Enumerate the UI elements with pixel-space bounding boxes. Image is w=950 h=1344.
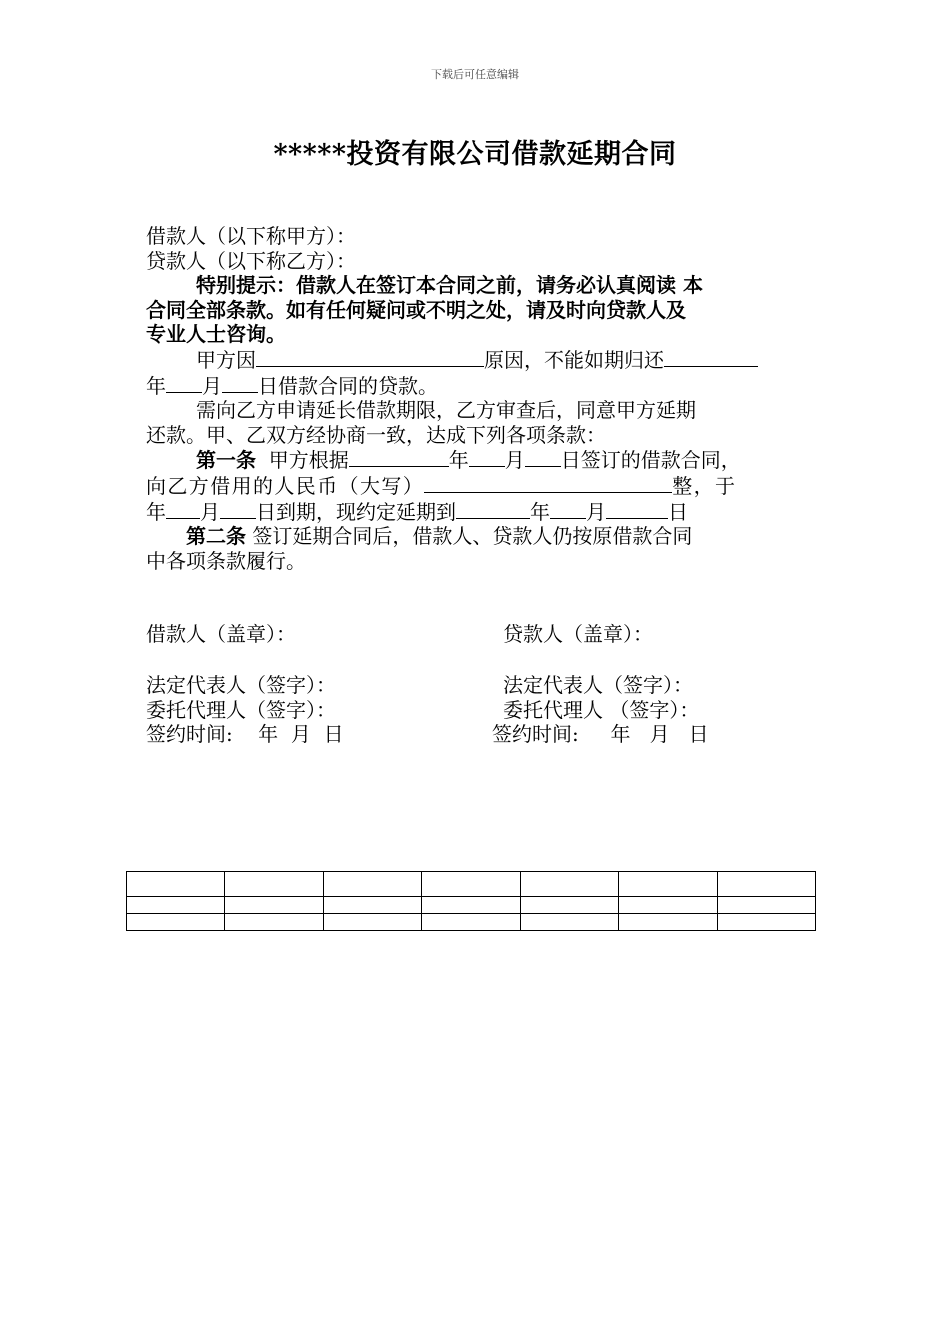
table-cell[interactable] bbox=[127, 914, 225, 931]
table-cell[interactable] bbox=[422, 914, 520, 931]
article1-text-3b: 月 bbox=[200, 499, 220, 524]
extend-day-blank[interactable] bbox=[606, 499, 668, 519]
table-cell[interactable] bbox=[323, 872, 421, 897]
article1-month: 月 bbox=[504, 448, 525, 473]
notice-line-3: 专业人士咨询。 bbox=[146, 322, 286, 347]
reason-line-2 bbox=[146, 373, 806, 399]
table-cell[interactable] bbox=[619, 872, 717, 897]
due-day-blank[interactable] bbox=[220, 499, 256, 519]
table-cell[interactable] bbox=[520, 897, 618, 914]
article1-text-3e: 月 bbox=[586, 499, 606, 524]
request-line-1: 需向乙方申请延长借款期限，乙方审查后，同意甲方延期 bbox=[196, 398, 696, 423]
article2-text-1: 签订延期合同后，借款人、贷款人仍按原借款合同 bbox=[252, 524, 693, 549]
lender-seal-label: 贷款人（盖章）： bbox=[503, 622, 653, 646]
contract-day-blank[interactable] bbox=[525, 447, 561, 467]
reason-text-1: 甲方因 bbox=[196, 347, 256, 372]
contract-month-blank[interactable] bbox=[469, 447, 505, 467]
notice-label: 特别提示： bbox=[196, 273, 296, 298]
table-cell[interactable] bbox=[422, 897, 520, 914]
extend-month-blank[interactable] bbox=[550, 499, 586, 519]
lender-agent-label: 委托代理人 （签字）： bbox=[503, 698, 700, 722]
borrower-line: 借款人（以下称甲方）： bbox=[146, 224, 356, 248]
borrower-rep-label: 法定代表人（签字）： bbox=[146, 673, 336, 697]
lender-rep-label: 法定代表人（签字）： bbox=[503, 673, 693, 697]
article1-line-2 bbox=[146, 473, 806, 499]
table-cell[interactable] bbox=[717, 914, 815, 931]
article1-text-1: 甲方根据 bbox=[268, 448, 349, 473]
table-cell[interactable] bbox=[717, 872, 815, 897]
request-line-2: 还款。甲、乙双方经协商一致，达成下列各项条款： bbox=[146, 422, 606, 447]
table-cell[interactable] bbox=[127, 897, 225, 914]
table-row bbox=[127, 914, 816, 931]
table-cell[interactable] bbox=[127, 872, 225, 897]
table-cell[interactable] bbox=[520, 872, 618, 897]
blank-table bbox=[126, 871, 816, 931]
article1-text-2b: 整，于 bbox=[672, 473, 737, 498]
repay-blank[interactable] bbox=[664, 347, 758, 367]
reason-line-1 bbox=[146, 347, 806, 373]
table-cell[interactable] bbox=[520, 914, 618, 931]
borrower-agent-label: 委托代理人（签字）： bbox=[146, 698, 336, 722]
extend-year-blank[interactable] bbox=[456, 499, 530, 519]
reason-text-2: 原因，不能如期归还 bbox=[484, 347, 664, 372]
article1-line-1 bbox=[146, 447, 806, 473]
table-row bbox=[127, 872, 816, 897]
table-cell[interactable] bbox=[225, 872, 323, 897]
table-cell[interactable] bbox=[717, 897, 815, 914]
article1-label: 第一条 bbox=[196, 448, 256, 473]
article1-text-3f: 日 bbox=[668, 499, 688, 524]
reason-day-tail: 日借款合同的贷款。 bbox=[258, 373, 438, 398]
due-month-blank[interactable] bbox=[166, 499, 200, 519]
borrower-seal-label: 借款人（盖章）： bbox=[146, 622, 296, 646]
article1-tail: 日签订的借款合同， bbox=[560, 448, 741, 473]
article1-line-3 bbox=[146, 499, 806, 525]
table-cell[interactable] bbox=[225, 897, 323, 914]
loan-day-blank[interactable] bbox=[222, 373, 258, 393]
reason-blank[interactable] bbox=[256, 347, 484, 367]
amount-blank[interactable] bbox=[424, 473, 672, 493]
article2-line-2: 中各项条款履行。 bbox=[146, 548, 306, 573]
borrower-date-label: 签约时间: 年 月 日 bbox=[146, 722, 344, 746]
table-cell[interactable] bbox=[619, 897, 717, 914]
contract-title: *****投资有限公司借款延期合同 bbox=[273, 139, 677, 170]
article1-text-2a: 向乙方借用的人民币（大写） bbox=[146, 473, 425, 498]
table-cell[interactable] bbox=[323, 914, 421, 931]
header-note: 下载后可任意编辑 bbox=[431, 68, 519, 81]
lender-date-label: 签约时间: 年 月 日 bbox=[492, 722, 709, 746]
table-cell[interactable] bbox=[422, 872, 520, 897]
reason-month: 月 bbox=[202, 373, 222, 398]
article1-text-3c: 日到期，现约定延期到 bbox=[256, 499, 456, 524]
lender-line: 贷款人（以下称乙方）： bbox=[146, 248, 356, 273]
notice-line-2: 合同全部条款。如有任何疑问或不明之处，请及时向贷款人及 bbox=[146, 297, 686, 322]
table-cell[interactable] bbox=[619, 914, 717, 931]
table-cell[interactable] bbox=[225, 914, 323, 931]
contract-year-blank[interactable] bbox=[349, 447, 449, 467]
contract-body bbox=[146, 224, 806, 573]
article2-label: 第二条 bbox=[186, 524, 246, 549]
notice-line-1 bbox=[146, 273, 806, 298]
table-row bbox=[127, 897, 816, 914]
loan-month-blank[interactable] bbox=[166, 373, 202, 393]
article1-year: 年 bbox=[448, 448, 469, 473]
article1-text-3d: 年 bbox=[530, 499, 550, 524]
table-cell[interactable] bbox=[323, 897, 421, 914]
article1-text-3a: 年 bbox=[146, 499, 166, 524]
reason-year: 年 bbox=[146, 373, 166, 398]
notice-text-1: 借款人在签订本合同之前，请务必认真阅读 本 bbox=[296, 273, 703, 298]
article2-line-1 bbox=[146, 524, 806, 549]
